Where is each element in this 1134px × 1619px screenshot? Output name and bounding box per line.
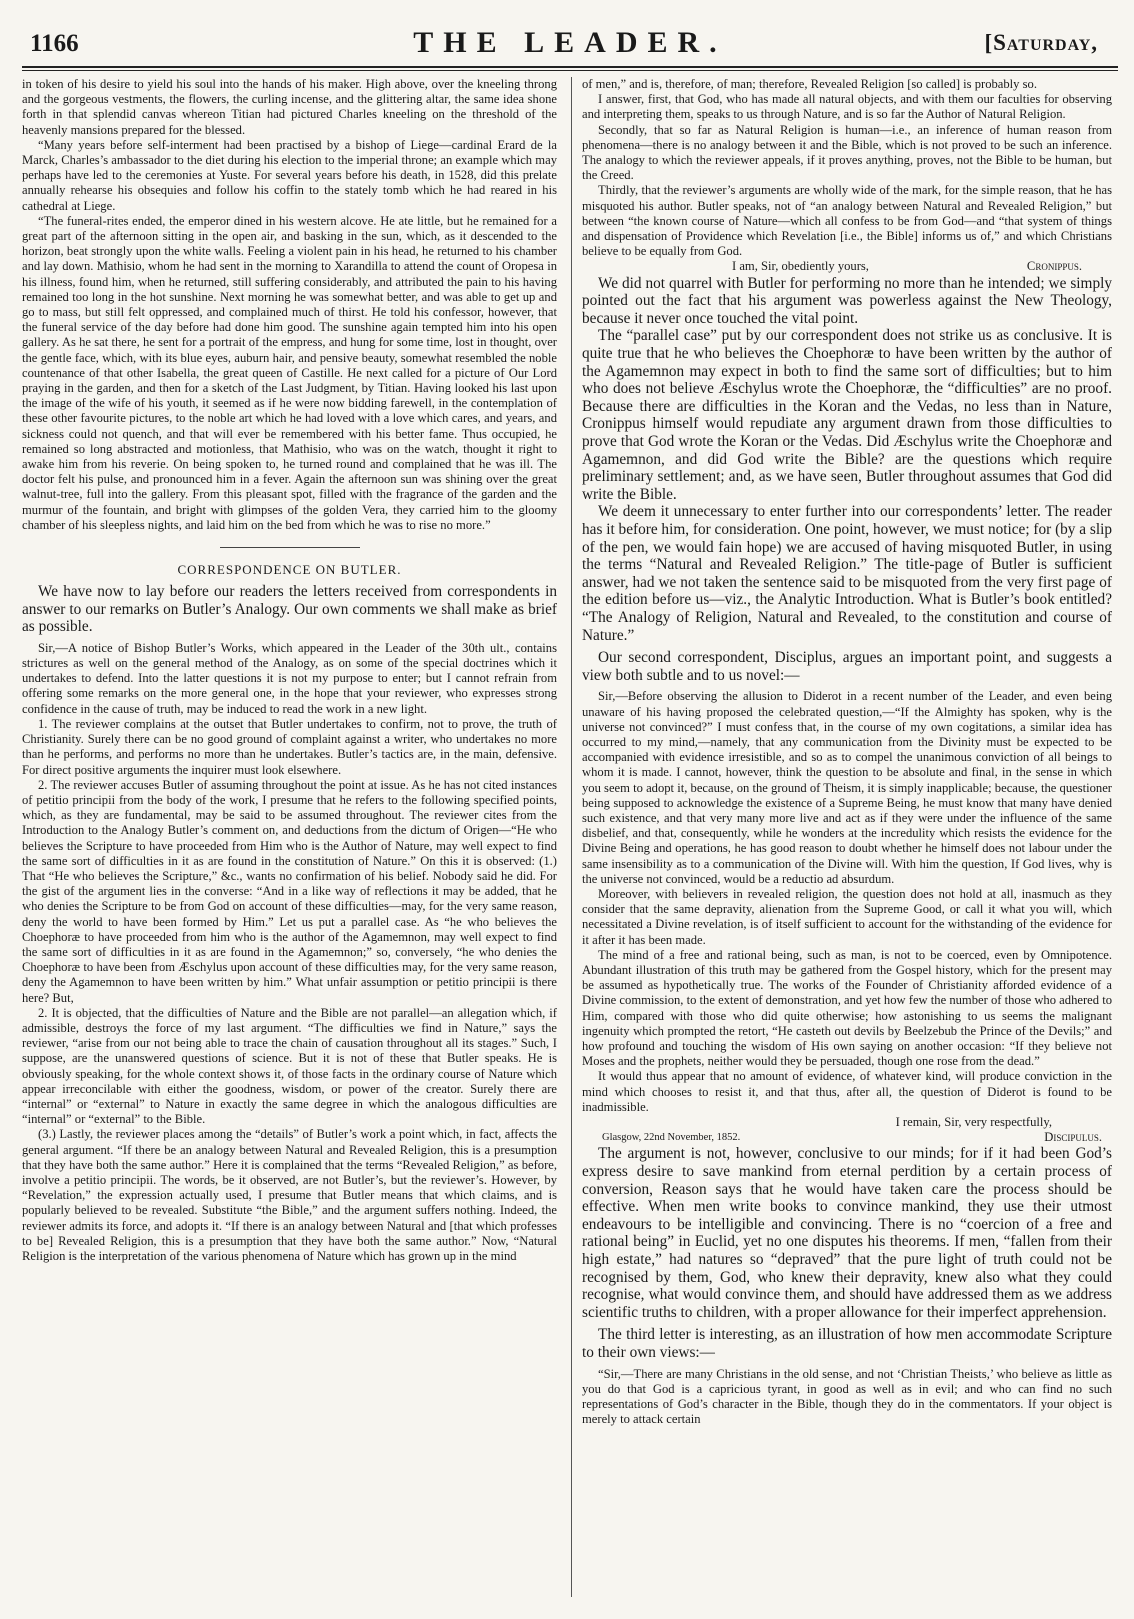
editorial-intro	[22, 583, 557, 636]
paragraph: The “parallel case” put by our correspondent does not strike us as conclusive. It is quite true that he who believes the Choephoræ to have been written by the author of the Agamemnon may expect in both to find the same sort of difficulties; but to him who does not believe Æschylus wrote the Choephoræ, the “difficulties” are no proof. Because there are difficulties in the Koran and the Vedas, no less than in Nature, Cronippus himself would repudiate any argument drawn from those difficulties to prove that God wrote the Koran or the Vedas. Did Æschylus write the Choephoræ and Agamemnon, and did God write the Bible? are the questions which require preliminary settlement; and, as we have seen, Butler throughout assumes that God did write the Bible.	[582, 327, 1112, 503]
letter-discipulus	[582, 689, 1112, 1145]
paragraph: The argument is not, however, conclusive to our minds; for if it had been God’s express desire to save mankind from eternal perdition by a certain process of conversion, Reason says that he would have taken care the process should be effective. When men write books to convince mankind, they use their utmost endeavours to be intelligible and convincing. There is no “coercion of a free and rational being” in Euclid, yet no one disputes his theorems. If men, “fallen from their high estate,” had natures so “depraved” that the pure light of truth could not be recognised by them, God, who knew their depravity, knew also what they could recognise, what would convince them, and should have addressed them as we address scientific truths to children, with a proper allowance for their imperfect apprehension.	[582, 1145, 1112, 1321]
paragraph: Secondly, that so far as Natural Religion is human—i.e., an inference of human reason from phenomena—there is no analogy between it and the Bible, which is not proved to be such an inference. The analogy to which the reviewer appeals, if it proves anything, proves, not the Bible to be human, but the Creed.	[582, 122, 1112, 183]
paragraph: in token of his desire to yield his soul into the hands of his maker. High above, over the kneeling throng and the gorgeous vestments, the flowers, the curling incense, and the glittering altar, the same idea shone forth in that splendid canvas whereon Titian had pictured Charles kneeling on the threshold of the heavenly mansions prepared for the blessed.	[22, 77, 557, 137]
letter-cronippus-continued	[582, 77, 1112, 275]
section-heading: CORRESPONDENCE ON BUTLER.	[177, 562, 402, 578]
paragraph: It would thus appear that no amount of evidence, of whatever kind, will produce conviction in the mind which chooses to resist it, and that thus, after all, the question of Diderot is found to be inadmissible.	[582, 1069, 1112, 1114]
header-rule	[22, 66, 1118, 71]
paragraph: The third letter is interesting, as an illustration of how men accommodate Scripture to their own views:—	[582, 1326, 1112, 1361]
charles-excerpt	[22, 77, 557, 533]
paragraph: I answer, first, that God, who has made all natural objects, and with them our faculties for observing and interpreting them, speaks to us through Nature, and is so far the Author of Natural Religion.	[582, 92, 1112, 122]
paragraph: Moreover, with believers in revealed religion, the question does not hold at all, inasmuch as they consider that the same depravity, alienation from the Supreme Good, or call it what you will, which necessitated a Divine revelation, is of itself sufficient to account for the withstanding of the evidence for it after it has been made.	[582, 886, 1112, 947]
paragraph: We did not quarrel with Butler for performing no more than he intended; we simply pointed out the fact that his argument was powerless against the New Theology, because it never once touched the vital point.	[582, 274, 1112, 327]
paragraph: 1. The reviewer complains at the outset that Butler undertakes to confirm, not to prove, the truth of Christianity. Surely there can be no good ground of complaint against a writer, who undertakes no more than he performs, and performs no more than he undertakes. Butler’s tactics are, in the main, defensive. For direct positive arguments the inquirer must look elsewhere.	[22, 716, 557, 777]
paragraph: (3.) Lastly, the reviewer places among the “details” of Butler’s work a point which, in fact, affects the general argument. “If there be an analogy between Natural and Revealed Religion, this is a presumption that they have both the same author.” Here it is complained that the terms “Revealed Religion,” as before, involve a petitio principii. The words, be it observed, are not Butler’s, but the reviewer’s. However, by “Revelation,” the expression actually used, I presume that Butler means that which claims, and is popularly believed to be revealed. Substitute “the Bible,” and the argument suffers nothing. Indeed, the reviewer admits its force, and adopts it. “If there is an analogy between Natural and [that which professes to be] Revealed Religion, this is a presumption that they have both the same author.” Now, “Natural Religion is the interpretation of the various phenomena of Nature which has grown up in the mind	[22, 1127, 557, 1263]
letter-date: Glasgow, 22nd November, 1852.	[602, 1132, 741, 1144]
letter-cronippus	[22, 641, 557, 1264]
section-divider	[220, 547, 360, 548]
masthead	[22, 0, 1118, 62]
right-column	[571, 77, 1112, 1597]
paragraph: “The funeral-rites ended, the emperor dined in his western alcove. He ate little, but he remained for a great part of the afternoon sitting in the open air, and basking in the sun, which, as it descended to the horizon, beat strongly upon the white walls. Feeling a violent pain in his head, he returned to his chamber and lay down. Mathisio, whom he had sent in the morning to Xarandilla to attend the count of Oropesa in his illness, found him, when he returned, still suffering considerably, and attributed the pain to his having remained too long in the hot sunshine. Next morning he was somewhat better, and was able to get up and go to mass, but still felt oppressed, and complained much of thirst. He told his confessor, however, that the funeral service of the day before had done him good. The sunshine again tempted him into his open gallery. As he sat there, he sent for a portrait of the empress, and hung for some time, lost in thought, over the gentle face, which, with its blue eyes, auburn hair, and pensive beauty, somewhat resembled the noble countenance of that other Isabella, the great queen of Castille. He next called for a picture of Our Lord praying in the garden, and then for a sketch of the Last Judgment, by Titian. Having looked his last upon the image of the wife of his youth, it seemed as if he were now bidding farewell, in the contemplation of these other favourite pictures, to the noble art which he had loved with a love which cares, and years, and sickness could not quench, and that will ever be remembered with his better fame. Thus occupied, he remained so long abstracted and motionless, that Mathisio, who was on the watch, thought it right to awake him from his reverie. On being spoken to, he turned round and complained that he was ill. The doctor felt his pulse, and pronounced him in a fever. Again the afternoon sun was shining over the great walnut-tree, full into the gallery. From this pleasant spot, filled with the fragrance of the garden and the murmur of the fountain, and bright with glimpses of the golden Vera, they carried him to the gloomy chamber of his sleepless nights, and laid him on the bed from which he was to rise no more.”	[22, 213, 557, 532]
paragraph: “Sir,—There are many Christians in the old sense, and not ‘Christian Theists,’ who believe as little as you do that God is a capricious tyrant, in good as well as in evil; and who can find no such representations of God’s character in the Bible, though they do in the commentators. If your object is merely to attack certain	[582, 1366, 1112, 1427]
signature-cronippus	[582, 259, 1112, 274]
page-number: 1166	[30, 30, 79, 57]
paragraph: Our second correspondent, Disciplus, argues an important point, and suggests a view both subtle and to us novel:—	[582, 649, 1112, 684]
columns	[22, 77, 1118, 1597]
third-letter	[582, 1367, 1112, 1428]
paragraph: Sir,—A notice of Bishop Butler’s Works, which appeared in the Leader of the 30th ult., contains strictures as well on the general method of the Analogy, as on some of the special doctrines which it undertakes to defend. Into the latter questions it is not my purpose to enter; but I cannot refrain from offering some remarks on the more general one, in the hope that your reviewer, who expresses strong confidence in the cause of truth, may be induced to read the work in a new light.	[22, 640, 557, 716]
editorial-reply-1	[582, 275, 1112, 685]
issue-day: [Saturday,	[984, 30, 1098, 55]
paragraph: We deem it unnecessary to enter further into our correspondents’ letter. The reader has it before him, for consideration. One point, however, we must notice; for (by a slip of the pen, we would fain hope) we are accused of having misquoted Butler, in using the terms “Natural and Revealed Religion.” The title-page of Butler is sufficient answer, had we not taken the sentence said to be misquoted from the very first page of the edition before us—viz., the Analytic Introduction. What is Butler’s book entitled? “The Analogy of Religion, Natural and Revealed, to the constitution and course of Nature.”	[582, 503, 1112, 644]
signature-closing: I remain, Sir, very respectfully,	[895, 1114, 1052, 1129]
signature-discipulus	[582, 1130, 1112, 1145]
paragraph: We have now to lay before our readers the letters received from correspondents in answer to our remarks on Butler’s Analogy. Our own comments we shall make as brief as possible.	[22, 583, 557, 636]
paragraph: Thirdly, that the reviewer’s arguments are wholly wide of the mark, for the simple reason, that he has misquoted his author. Butler speaks, not of “an analogy between Natural and Revealed Religion,” but between “the known course of Nature—which all confess to be from God—and “that system of things and dispensation of Providence which Revelation [i.e., the Bible] informs us of,” and which Christians believe to be equally from God.	[582, 183, 1112, 259]
signature-name: Discipulus.	[1044, 1130, 1102, 1145]
paragraph: 2. It is objected, that the difficulties of Nature and the Bible are not parallel—an allegation which, if admissible, destroys the force of my last argument. “The difficulties we find in Nature,” says the reviewer, “arise from our not being able to trace the chain of causation throughout all its stages.” Such, I suppose, are the unanswered questions of science. But it is not of these that Butler speaks. He is obviously speaking, for the whole context shows it, of those facts in the ordinary course of Nature which appear irreconcilable with either the goodness, wisdom, or power of the creator. Surely there are “internal” or “external” to Nature in exactly the same degree in which the analogous difficulties are “internal” or “external” to the Bible.	[22, 1005, 557, 1127]
left-column	[22, 77, 557, 1597]
paragraph: “Many years before self-interment had been practised by a bishop of Liege—cardinal Erard de la Marck, Charles’s ambassador to the diet during his election to the imperial throne; an example which may perhaps have led to the ceremonies at Yuste. For several years before his death, in 1528, did this prelate annually rehearse his obsequies and follow his coffin to the stately tomb which he had reared in his cathedral at Liege.	[22, 137, 557, 213]
signature-closing: I am, Sir, obediently yours,	[732, 259, 869, 274]
paragraph: of men,” and is, therefore, of man; therefore, Revealed Religion [so called] is probably so.	[582, 77, 1037, 91]
signature-name: Cronippus.	[1026, 259, 1082, 274]
paragraph: Sir,—Before observing the allusion to Diderot in a recent number of the Leader, and even being unaware of his having proposed the celebrated question,—“If the Almighty has spoken, why is the universe not convinced?” I must confess that, in the course of my own cogitations, a similar idea has occurred to my mind,—namely, that any communication from the Divinity must be expected to be accompanied with evidence irresistible, and so as to compel the unanimous conviction of all beings to whom it is made. I cannot, however, think the question to be absolute and final, in the sense in which you seem to adopt it, because, on the ground of Theism, it is simply inapplicable; because, the questioner being supposed to acknowledge the existence of a Supreme Being, he must know that many have denied such existence, and that very many more live and act as if they were under the influence of the same disbelief, and that, consequently, while he wonders at the incredulity which resists the evidence for the Divine Being and operations, he has good reason to doubt whether he himself does not labour under the same insensibility as to a communication of the Divine will. With him the question, If God lives, why is the universe not convinced, would be a reductio ad absurdum.	[582, 689, 1112, 886]
editorial-reply-2	[582, 1145, 1112, 1361]
newspaper-title: THE LEADER.	[413, 26, 727, 59]
paragraph: 2. The reviewer accuses Butler of assuming throughout the point at issue. As he has not cited instances of petitio principii from the body of the work, I presume that he refers to the following specified points, which, as they are fundamental, may be said to be assumed throughout. The reviewer cites from the Introduction to the Analogy Butler’s comment on, and deductions from the dictum of Origen—“He who believes the Scripture to have proceeded from Him who is the Author of Nature, may well expect to find the same sort of difficulties in it as are found in the constitution of Nature.” On this it is observed: (1.) That “He who believes the Scripture,” &c., wants no confirmation of his belief. Nobody said he did. For the gist of the argument lies in the converse: “And in a like way of reflections it may be added, that he who denies the Scripture to be from God on account of these difficulties—may, for the very same reason, deny the world to have been formed by Him.” Let us put a parallel case. As “he who believes the Choephoræ to have proceeded from him who is the author of the Agamemnon, may well expect to find the same sort of difficulties in it as are found in the Agamemnon;” so, conversely, “he who denies the Choephoræ to have been from Æschylus upon account of these difficulties may, for the very same reason, deny the Agamemnon to have been written by him.” What unfair assumption or petitio principii is there here? But,	[22, 777, 557, 1005]
paragraph: The mind of a free and rational being, such as man, is not to be coerced, even by Omnipotence. Abundant illustration of this truth may be gathered from the Gospel history, which for the present may be assumed as hypothetically true. The works of the Founder of Christianity afforded evidence of a Divine commission, to the extent of demonstration, and yet how few the number of those who adhered to Him, compared with those who did quite otherwise; how astonishing to us seems the malignant ingenuity which prompted the retort, “He casteth out devils by Beelzebub the Prince of the Devils;” and how profound and touching the wisdom of His own saying on another occasion: “If they believe not Moses and the prophets, neither would they be persuaded, though one rose from the dead.”	[582, 947, 1112, 1069]
